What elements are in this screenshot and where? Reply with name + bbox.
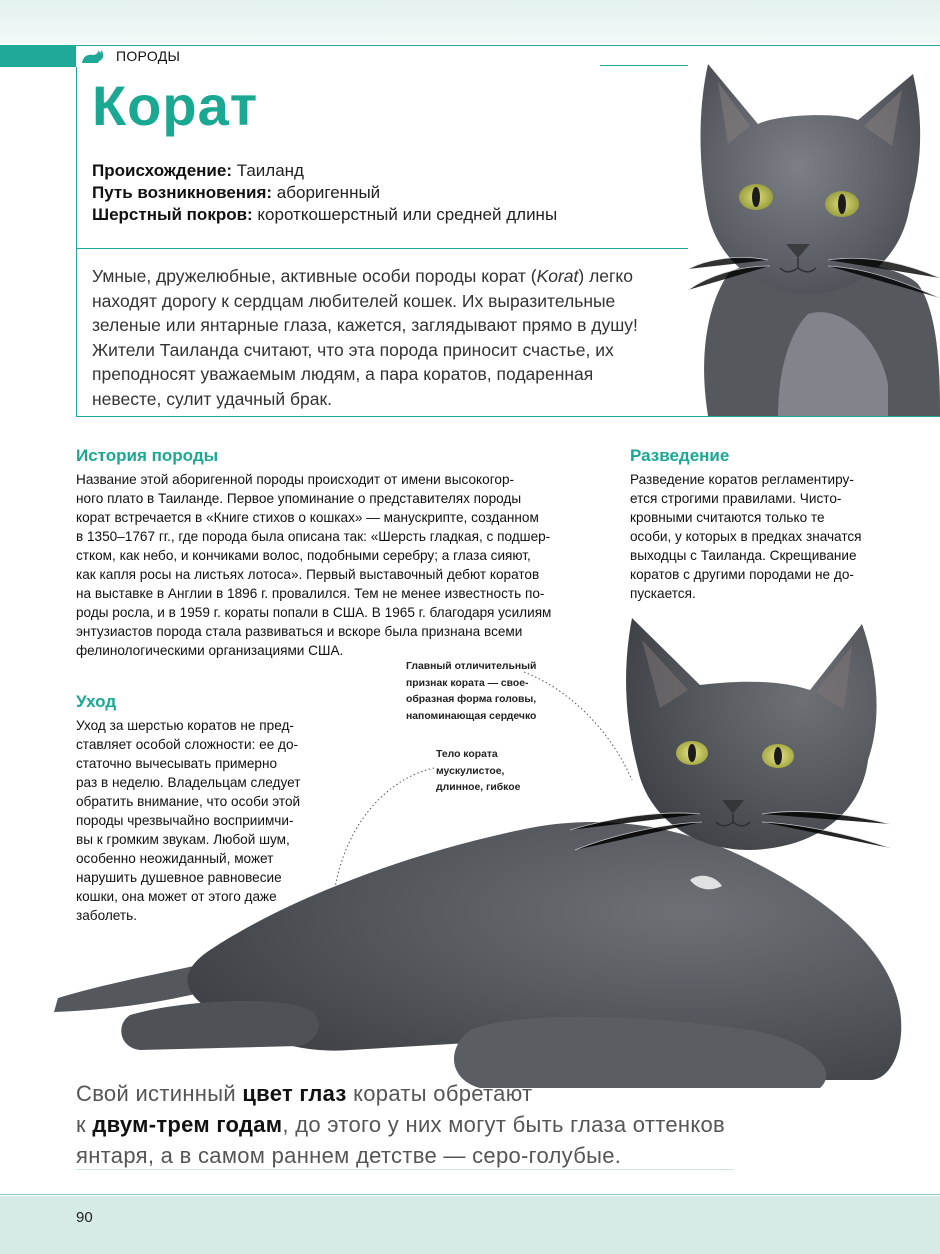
fact-label: Происхождение: [92,161,232,180]
care-line: раз в неделю. Владельцам следует [76,775,301,790]
fact-origin [92,160,557,182]
intro-line: находят дорогу к сердцам любителей кошек. Их выразительные [92,290,616,311]
caption-line: образная форма головы, [406,694,537,705]
fact-label: Шерстный покров: [92,205,253,224]
caption-line: Тело кората мускулистое, [436,749,505,777]
care-line: заболеть. [76,908,137,923]
caption-line: напоминающая сердечко [406,710,537,722]
cat-portrait-photo [688,54,940,416]
intro-line: преподносят уважаемым людям, а пара коратов, подаренная [92,364,594,384]
mid-rule [76,248,696,249]
intro-latin-name: Korat [536,266,579,286]
caption-line: длинное, гибкое [436,782,521,793]
care-line: ставляет особой сложности: ее до- [76,737,299,752]
intro-line: зеленые или янтарные глаза, кажется, заглядывают прямо в душу! [92,315,638,335]
quote-text: Свой истинный [76,1081,243,1106]
eye-color-fact [76,1078,756,1171]
quote-line: янтаря, а в самом раннем детстве — серо-голубые. [76,1143,622,1168]
breeding-paragraph [630,470,890,603]
breeding-line: пускается. [630,586,696,601]
intro-text: ) легко [578,266,634,286]
breeding-line: выходцы с Таиланда. Скрещивание [630,548,857,563]
history-line: на выставке в Англии в 1896 г. провалился. Тем не менее известность по- [76,586,545,601]
history-line: роды росла, и в 1959 г. кораты попали в США. В 1965 г. благодаря усилиям [76,605,552,620]
history-line: стком, как небо, и кончиками волос, подобными серебру; а глаза сияют, [76,548,531,563]
history-line: как капля росы на листьях лотоса». Первый выставочный дебют коратов [76,567,540,582]
cat-silhouette-icon [80,48,106,64]
fact-label: Путь возникновения: [92,183,273,202]
bottom-rule [76,416,940,417]
fact-path [92,182,557,204]
intro-text: Умные, дружелюбные, активные особи породы корат ( [92,266,537,286]
caption-body [436,747,566,797]
care-line: кошки, она может от этого даже [76,889,277,904]
breeding-line: особи, у которых в предках значатся [630,529,862,544]
section-label: ПОРОДЫ [116,48,181,64]
care-paragraph [76,716,328,925]
page-number: 90 [76,1209,93,1226]
page-title: Корат [92,74,259,137]
care-line: статочно вычесывать примерно [76,756,278,771]
intro-line: невесте, сулит удачный брак. [92,388,332,409]
quote-line [76,1078,756,1109]
section-tab [0,45,76,67]
intro-line [92,264,652,289]
quote-text: , до этого у них могут быть глаза оттенков [282,1112,726,1137]
page-footer [0,1196,940,1254]
history-line: ного плато в Таиланде. Первое упоминание о представителях породы [76,491,522,506]
care-line: особенно неожиданный, может [76,851,274,866]
history-line: Название этой аборигенной породы происходит от имени высокогор- [76,472,515,487]
history-line: корат встречается в «Книге стихов о кошках» — манускрипте, созданном [76,510,539,525]
quote-emphasis: цвет глаз [242,1081,347,1106]
breeding-line: коратов с другими породами не до- [630,567,854,582]
care-heading: Уход [76,692,117,711]
intro-paragraph [92,264,652,411]
quote-emphasis: двум-трем годам [92,1112,283,1137]
care-line: обратить внимание, что особи этой [76,794,301,809]
care-line: Уход за шерстью коратов не пред- [76,718,294,733]
quote-text: к [76,1112,93,1137]
caption-head-shape [406,659,546,725]
quote-rule [76,1169,734,1170]
history-heading: История породы [76,446,219,465]
caption-line: признак кората — свое- [406,677,529,689]
history-line: фелинологическими организациями США. [76,643,344,658]
breeding-line: кровными считаются только те [630,510,825,525]
fact-coat [92,204,557,226]
fact-value: короткошерстный или средней длины [252,205,558,224]
section-rule [76,45,940,46]
history-line: энтузиастов порода стала развиваться и вскоре была признана всеми [76,624,523,639]
top-band [0,0,940,44]
caption-line: Главный отличительный [406,661,537,672]
care-line: нарушить душевное равновесие [76,870,282,885]
history-line: в 1350–1767 гг., где порода была описана так: «Шерсть гладкая, с подшер- [76,529,551,544]
breeding-heading: Разведение [630,446,730,465]
title-rule [76,67,77,417]
quote-line [76,1109,756,1140]
breeding-line: ется строгими правилами. Чисто- [630,491,842,506]
footer-rule [0,1194,940,1195]
fact-value: Таиланд [232,161,304,180]
care-line: породы чрезвычайно восприимчи- [76,813,294,828]
breeding-line: Разведение коратов регламентиру- [630,472,854,487]
breed-facts [92,160,557,226]
care-line: вы к громким звукам. Любой шум, [76,832,290,847]
quote-text: кораты обретают [346,1081,533,1106]
fact-value: аборигенный [272,183,381,202]
intro-line: Жители Таиланда считают, что эта порода приносит счастье, их [92,339,614,360]
